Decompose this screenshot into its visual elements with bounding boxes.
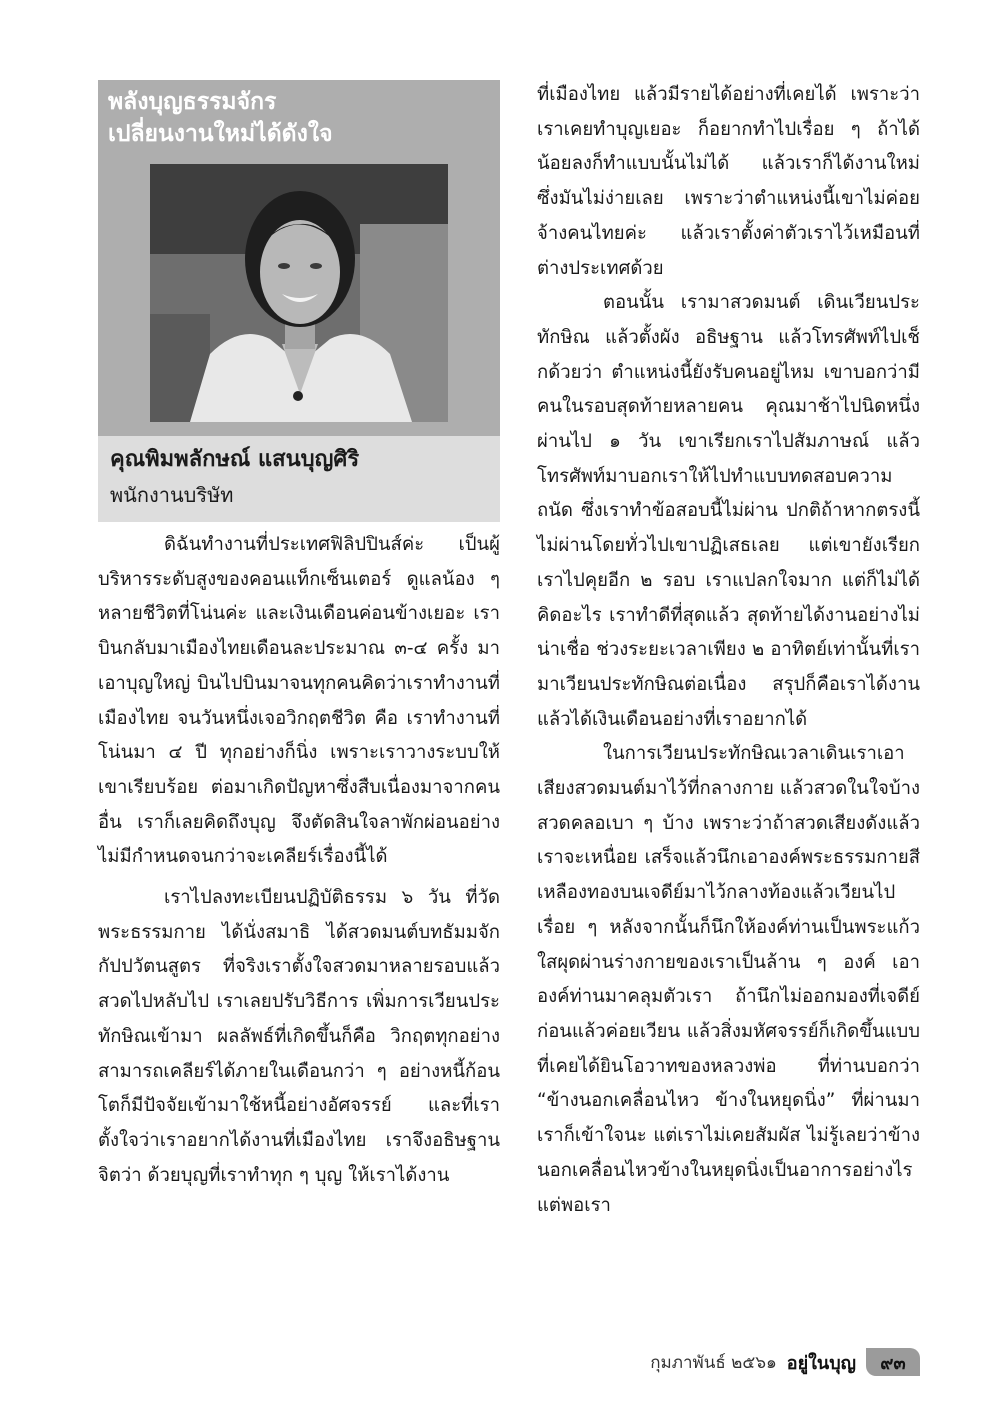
left-column bbox=[98, 80, 500, 1193]
portrait-illustration bbox=[150, 164, 448, 422]
page-footer bbox=[650, 1346, 920, 1378]
body-paragraph: ดิฉันทำงานที่ประเทศฟิลิปปินส์ค่ะ เป็นผู้บริหารระดับสูงของคอนแท็กเซ็นเตอร์ ดูแลน้อง ๆ หลายชีวิตที่โน่นค่ะ และเงินเดือนค่อนข้างเยอะ เราบินกลับมาเมืองไทยเดือนละประมาณ ๓-๔ ครั้ง มาเอาบุญใหญ่ บินไปบินมาจนทุกคนคิดว่าเราทำงานที่เมืองไทย จนวันหนึ่งเจอวิกฤตชีวิต คือ เราทำงานที่โน่นมา ๔ ปี ทุกอย่างก็นิ่ง เพราะเราวางระบบให้เขาเรียบร้อย ต่อมาเกิดปัญหาซึ่งสืบเนื่องมาจากคนอื่น เราก็เลยคิดถึงบุญ จึงตัดสินใจลาพักผ่อนอย่างไม่มีกำหนดจนกว่าจะเคลียร์เรื่องนี้ได้ bbox=[98, 534, 500, 868]
article-title-line-2: เปลี่ยนงานใหม่ได้ดังใจ bbox=[108, 121, 333, 147]
body-paragraph: ที่เมืองไทย แล้วมีรายได้อย่างที่เคยได้ เพราะว่าเราเคยทำบุญเยอะ ก็อยากทำไปเรื่อย ๆ ถ้าได้น้อยลงก็ทำแบบนั้นไม่ได้ แล้วเราก็ได้งานใหม่ ซึ่งมันไม่ง่ายเลย เพราะว่าตำแหน่งนี้เขาไม่ค่อยจ้างคนไทยค่ะ แล้วเราตั้งค่าตัวเราไว้เหมือนที่ต่างประเทศด้วย bbox=[537, 84, 920, 279]
body-paragraph: เราไปลงทะเบียนปฏิบัติธรรม ๖ วัน ที่วัดพระธรรมกาย ได้นั่งสมาธิ ได้สวดมนต์บทธัมมจักกัปปวัตนสูตร ที่จริงเราตั้งใจสวดมาหลายรอบแล้ว สวดไปหลับไป เราเลยปรับวิธีการ เพิ่มการเวียนประทักษิณเข้ามา ผลลัพธ์ที่เกิดขึ้นก็คือ วิกฤตทุกอย่างสามารถเคลียร์ได้ภายในเดือนกว่า ๆ อย่างหนี้ก้อนโตก็มีปัจจัยเข้ามาใช้หนี้อย่างอัศจรรย์ และที่เราตั้งใจว่าเราอยากได้งานที่เมืองไทย เราจึงอธิษฐานจิตว่า ด้วยบุญที่เราทำทุก ๆ บุญ ให้เราได้งาน bbox=[98, 887, 500, 1186]
article-title-line-1: พลังบุญธรรมจักร bbox=[108, 89, 277, 115]
right-column bbox=[537, 78, 920, 1223]
body-paragraph: ในการเวียนประทักษิณเวลาเดินเราเอาเสียงสวดมนต์มาไว้ที่กลางกาย แล้วสวดในใจบ้าง สวดคลอเบา ๆ บ้าง เพราะว่าถ้าสวดเสียงดังแล้วเราจะเหนื่อย เสร็จแล้วนึกเอาองค์พระธรรมกายสีเหลืองทองบนเจดีย์มาไว้กลางท้องแล้วเวียนไปเรื่อย ๆ หลังจากนั้นก็นึกให้องค์ท่านเป็นพระแก้วใสผุดผ่านร่างกายของเราเป็นล้าน ๆ องค์ เอาองค์ท่านมาคลุมตัวเรา ถ้านึกไม่ออกมองที่เจดีย์ก่อนแล้วค่อยเวียน แล้วสิ่งมหัศจรรย์ก็เกิดขึ้นแบบที่เคยได้ยินโอวาทของหลวงพ่อ ที่ท่านบอกว่า “ข้างนอกเคลื่อนไหว ข้างในหยุดนิ่ง” ที่ผ่านมาเราก็เข้าใจนะ แต่เราไม่เคยสัมผัส ไม่รู้เลยว่าข้างนอกเคลื่อนไหวข้างในหยุดนิ่งเป็นอาการอย่างไร แต่พอเรา bbox=[537, 743, 920, 1216]
page-number-badge: ๙๓ bbox=[866, 1348, 920, 1376]
issue-date: กุมภาพันธ์ ๒๕๖๑ bbox=[650, 1352, 777, 1373]
article-title-box bbox=[98, 80, 500, 436]
magazine-name: อยู่ในบุญ bbox=[786, 1352, 856, 1374]
portrait-photo bbox=[150, 164, 448, 422]
person-caption bbox=[98, 436, 500, 522]
person-role: พนักงานบริษัท bbox=[110, 483, 234, 507]
person-name: คุณพิมพลักษณ์ แสนบุญศิริ bbox=[110, 447, 360, 472]
body-paragraph: ตอนนั้น เรามาสวดมนต์ เดินเวียนประทักษิณ แล้วตั้งผัง อธิษฐาน แล้วโทรศัพท์ไปเช็กด้วยว่า ตำแหน่งนี้ยังรับคนอยู่ไหม เขาบอกว่ามีคนในรอบสุดท้ายหลายคน คุณมาช้าไปนิดหนึ่ง ผ่านไป ๑ วัน เขาเรียกเราไปสัมภาษณ์ แล้วโทรศัพท์มาบอกเราให้ไปทำแบบทดสอบความถนัด ซึ่งเราทำข้อสอบนี้ไม่ผ่าน ปกติถ้าหากตรงนี้ไม่ผ่านโดยทั่วไปเขาปฏิเสธเลย แต่เขายังเรียกเราไปคุยอีก ๒ รอบ เราแปลกใจมาก แต่ก็ไม่ได้คิดอะไร เราทำดีที่สุดแล้ว สุดท้ายได้งานอย่างไม่น่าเชื่อ ช่วงระยะเวลาเพียง ๒ อาทิตย์เท่านั้นที่เรามาเวียนประทักษิณต่อเนื่อง สรุปก็คือเราได้งาน แล้วได้เงินเดือนอย่างที่เราอยากได้ bbox=[537, 292, 920, 730]
